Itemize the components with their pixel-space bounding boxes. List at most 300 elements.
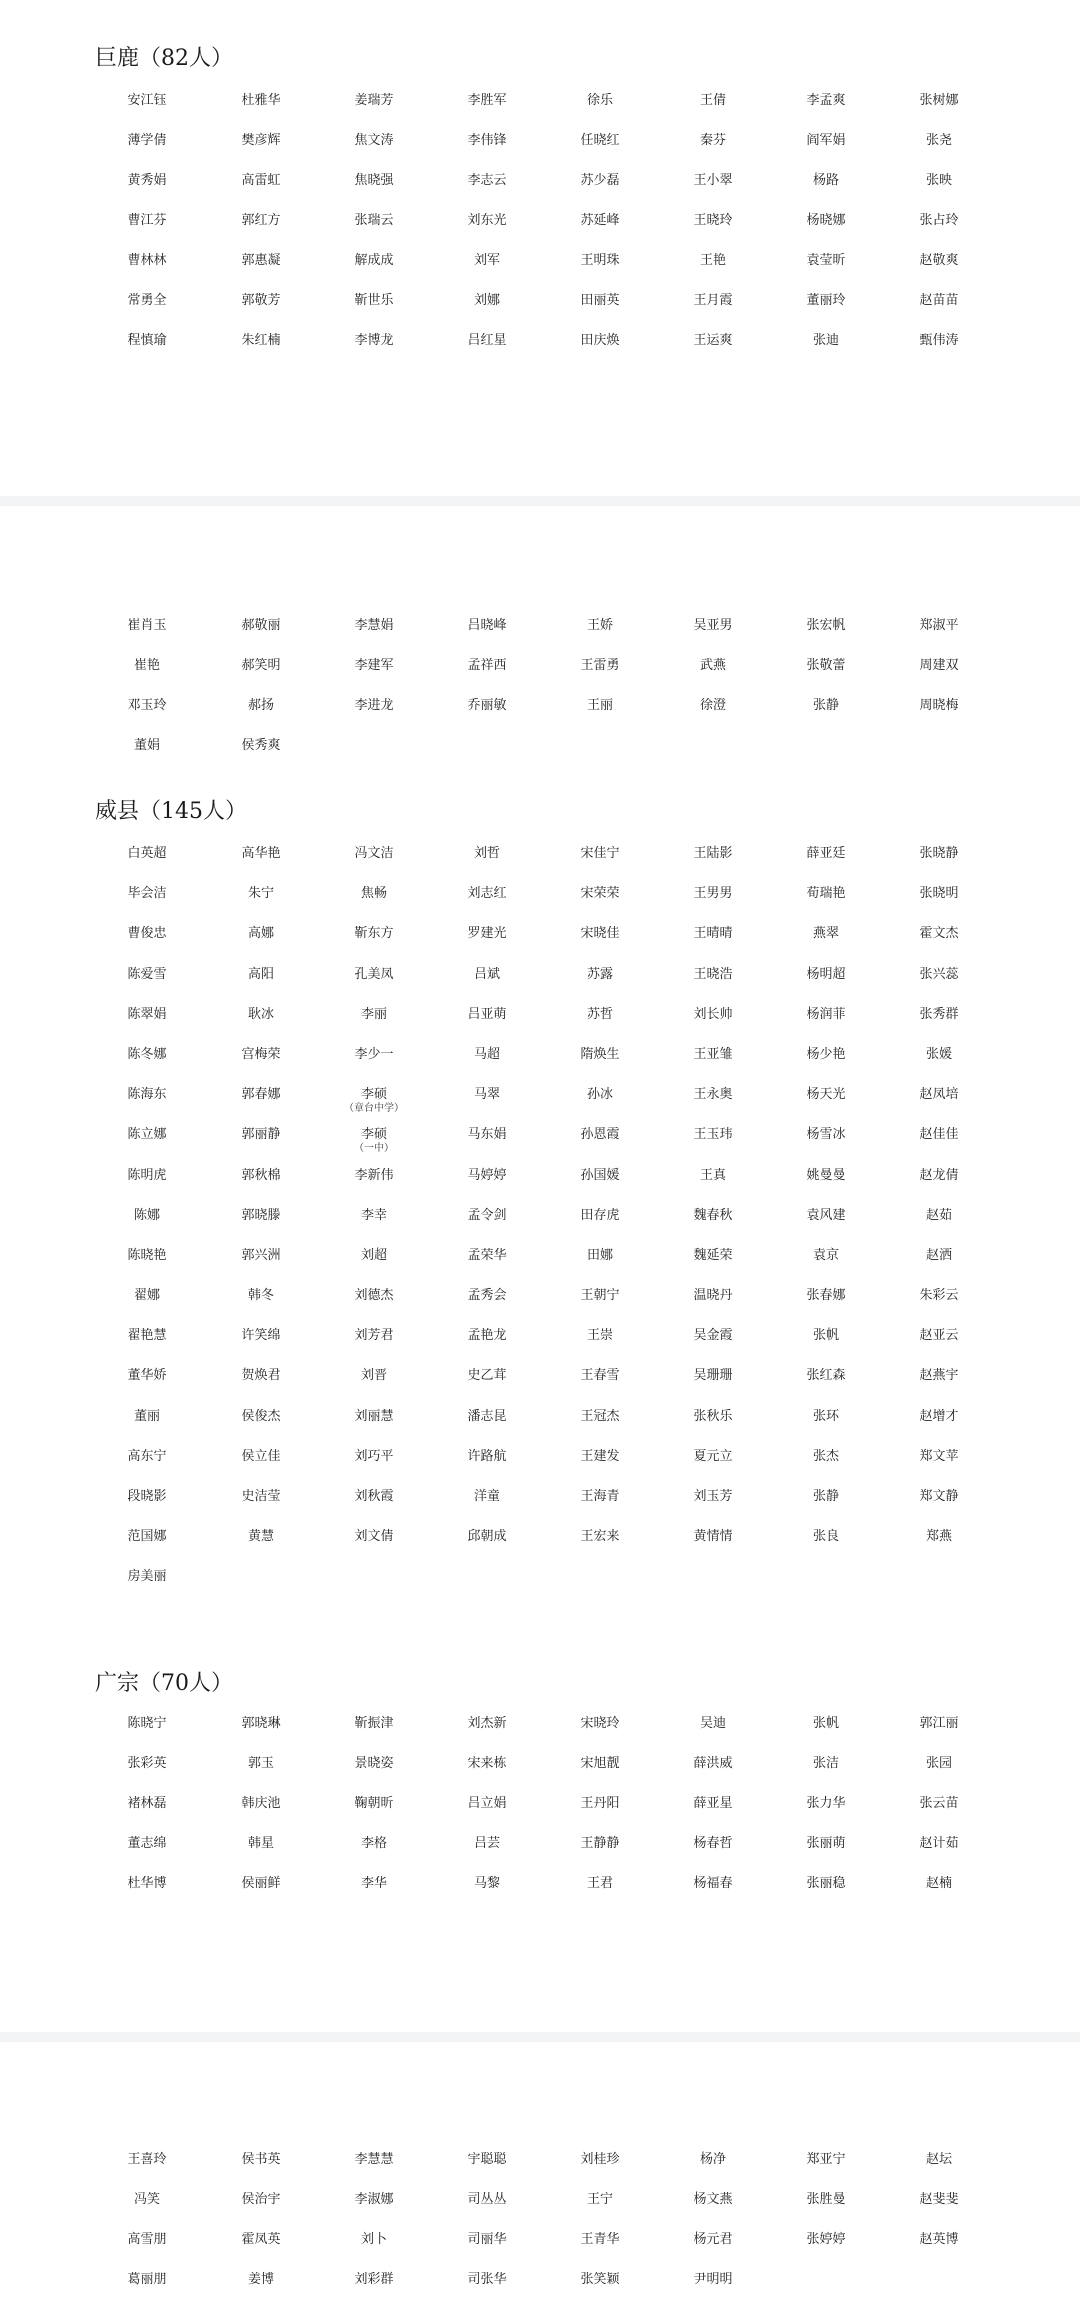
member-name: 李志云 xyxy=(467,173,507,188)
member-name: 张丽萌 xyxy=(806,1836,846,1851)
member-name-text: 陈立娜 xyxy=(127,1127,167,1143)
member-name: 姜博 xyxy=(247,2272,274,2287)
member-name: 阎军娟 xyxy=(806,133,846,148)
member-name: 王冠杰 xyxy=(580,1408,620,1424)
member-name: 姚曼曼 xyxy=(806,1167,846,1183)
member-name: 刘军 xyxy=(473,253,500,268)
member-name: 刘哲 xyxy=(473,846,500,861)
member-name: 冯文洁 xyxy=(354,846,394,861)
member-name: 吴珊珊 xyxy=(693,1368,733,1384)
member-name: 刘文倩 xyxy=(354,1529,394,1545)
member-name: 史乙茸 xyxy=(467,1368,507,1384)
member-name: 黄情情 xyxy=(693,1529,733,1545)
table-row xyxy=(91,2190,991,2230)
member-name: 田娜 xyxy=(586,1247,613,1263)
member-name: 黄秀娟 xyxy=(127,173,167,188)
member-name-text: 马东娟 xyxy=(467,1127,507,1143)
table-row xyxy=(91,1447,991,1487)
member-name: 赵苗苗 xyxy=(919,293,959,308)
member-name: 赵增才 xyxy=(919,1408,959,1424)
member-name: 赵龙倩 xyxy=(919,1167,959,1183)
member-name: 白英超 xyxy=(127,846,167,861)
member-name: 李博龙 xyxy=(354,333,394,348)
member-name: 张力华 xyxy=(806,1796,846,1811)
member-name: 孟荣华 xyxy=(467,1247,507,1263)
table-row xyxy=(91,1407,991,1447)
member-name: 袁京 xyxy=(812,1247,839,1263)
member-name: 葛丽朋 xyxy=(127,2272,167,2287)
member-name: 张媛 xyxy=(925,1046,952,1062)
member-name: 苏延峰 xyxy=(580,213,620,228)
member-name: 张良 xyxy=(812,1529,839,1545)
name-grid xyxy=(91,616,991,776)
member-name: 韩冬 xyxy=(247,1288,274,1304)
member-name: 董志绵 xyxy=(127,1836,167,1851)
member-name: 郭晓滕 xyxy=(241,1207,281,1223)
member-name: 赵计茹 xyxy=(919,1836,959,1851)
member-name: 孟艳龙 xyxy=(467,1328,507,1344)
member-name: 郝敬丽 xyxy=(241,618,281,633)
member-name: 赵楠 xyxy=(925,1876,952,1891)
member-name: 杨文燕 xyxy=(693,2192,733,2207)
table-row xyxy=(91,2270,991,2310)
section-separator xyxy=(0,496,1080,506)
member-name: 刘超 xyxy=(360,1247,387,1263)
table-row xyxy=(91,616,991,656)
section-title-weixian: 威县（145人） xyxy=(95,799,247,824)
table-row xyxy=(91,844,991,884)
member-name: 郭玉 xyxy=(247,1756,274,1771)
member-name-text: 王永奥 xyxy=(693,1087,733,1103)
member-name: 刘彩群 xyxy=(354,2272,394,2287)
member-name-text: 李硕 xyxy=(360,1087,387,1103)
member-name: 王倩 xyxy=(699,93,726,108)
member-name: 乔丽敏 xyxy=(467,698,507,713)
member-name: 刘丽慧 xyxy=(354,1408,394,1424)
table-row xyxy=(91,696,991,736)
table-row xyxy=(91,1166,991,1206)
member-name: 王宏来 xyxy=(580,1529,620,1545)
member-name xyxy=(883,1085,995,1105)
member-name: 赵敬爽 xyxy=(919,253,959,268)
member-name: 郑淑平 xyxy=(919,618,959,633)
table-row xyxy=(91,171,991,211)
member-name xyxy=(883,1125,995,1145)
member-name: 赵洒 xyxy=(925,1247,952,1263)
member-name: 吕红星 xyxy=(467,333,507,348)
table-row xyxy=(91,1874,991,1914)
member-name: 黄慧 xyxy=(247,1529,274,1545)
member-name xyxy=(544,1125,656,1145)
member-name: 张胜曼 xyxy=(806,2192,846,2207)
member-name: 张静 xyxy=(812,698,839,713)
member-name: 王晓浩 xyxy=(693,966,733,982)
member-name: 王运爽 xyxy=(693,333,733,348)
member-name: 孟令剑 xyxy=(467,1207,507,1223)
member-name: 刘桂珍 xyxy=(580,2152,620,2167)
member-name: 焦畅 xyxy=(360,886,387,902)
member-name: 刘巧平 xyxy=(354,1448,394,1464)
member-name: 杨少艳 xyxy=(806,1046,846,1062)
member-name: 焦晓强 xyxy=(354,173,394,188)
member-name: 陈翠娟 xyxy=(127,1006,167,1022)
member-name: 崔艳 xyxy=(133,658,160,673)
member-name: 郑亚宁 xyxy=(806,2152,846,2167)
member-name xyxy=(318,1085,430,1114)
member-name: 夏元立 xyxy=(693,1448,733,1464)
member-name: 张晓静 xyxy=(919,846,959,861)
member-name: 宋晓玲 xyxy=(580,1716,620,1731)
member-name: 张静 xyxy=(812,1489,839,1504)
member-school-note: （一中） xyxy=(354,1143,394,1155)
member-name: 解成成 xyxy=(354,253,394,268)
member-name: 霍文杰 xyxy=(919,926,959,942)
member-name: 孙国媛 xyxy=(580,1167,620,1183)
member-name: 薛洪威 xyxy=(693,1756,733,1771)
member-name: 王宁 xyxy=(586,2192,613,2207)
member-name: 董丽 xyxy=(133,1408,160,1424)
table-row xyxy=(91,1085,991,1125)
member-name: 李进龙 xyxy=(354,698,394,713)
member-name: 翟艳慧 xyxy=(127,1328,167,1344)
table-row xyxy=(91,331,991,371)
member-name: 马黎 xyxy=(473,1876,500,1891)
member-name: 邓玉玲 xyxy=(127,698,167,713)
member-name: 李建军 xyxy=(354,658,394,673)
member-name: 郑文苹 xyxy=(919,1448,959,1464)
member-name xyxy=(91,1085,203,1105)
table-row xyxy=(91,1794,991,1834)
member-name: 张春娜 xyxy=(806,1288,846,1304)
member-name: 刘玉芳 xyxy=(693,1489,733,1504)
table-row xyxy=(91,251,991,291)
member-name: 安江钰 xyxy=(127,93,167,108)
member-name: 张杰 xyxy=(812,1448,839,1464)
member-name: 侯丽鲜 xyxy=(241,1876,281,1891)
name-grid xyxy=(91,844,991,1608)
member-name: 高娜 xyxy=(247,926,274,942)
member-name xyxy=(770,1125,882,1145)
member-name: 王晴晴 xyxy=(693,926,733,942)
member-name-text: 赵凤培 xyxy=(919,1087,959,1103)
member-name: 高雷虹 xyxy=(241,173,281,188)
member-name: 宋来栋 xyxy=(467,1756,507,1771)
member-name-text: 杨天光 xyxy=(806,1087,846,1103)
member-name: 王朝宁 xyxy=(580,1288,620,1304)
member-name xyxy=(657,1085,769,1105)
member-name: 李幸 xyxy=(360,1207,387,1223)
table-row xyxy=(91,1714,991,1754)
member-name: 张婷婷 xyxy=(806,2232,846,2247)
member-name: 李淑娜 xyxy=(354,2192,394,2207)
member-name: 吕斌 xyxy=(473,966,500,982)
section-separator xyxy=(0,2032,1080,2042)
member-name: 王真 xyxy=(699,1167,726,1183)
member-name: 李慧娟 xyxy=(354,618,394,633)
member-name xyxy=(431,1125,543,1145)
table-row xyxy=(91,91,991,131)
member-name xyxy=(205,1125,317,1145)
member-name: 甄伟涛 xyxy=(919,333,959,348)
member-name: 张尧 xyxy=(925,133,952,148)
member-name: 薛亚星 xyxy=(693,1796,733,1811)
member-name: 王崇 xyxy=(586,1328,613,1344)
member-name-text: 孙恩霞 xyxy=(580,1127,620,1143)
member-name: 郭秋棉 xyxy=(241,1167,281,1183)
member-name: 张洁 xyxy=(812,1756,839,1771)
member-name: 尹明明 xyxy=(693,2272,733,2287)
member-name: 袁莹昕 xyxy=(806,253,846,268)
member-name: 杨元君 xyxy=(693,2232,733,2247)
table-row xyxy=(91,736,991,776)
member-name: 王青华 xyxy=(580,2232,620,2247)
member-name: 王雷勇 xyxy=(580,658,620,673)
member-name: 王陆影 xyxy=(693,846,733,861)
member-name: 高阳 xyxy=(247,966,274,982)
member-name: 侯书英 xyxy=(241,2152,281,2167)
member-name: 洋童 xyxy=(473,1489,500,1504)
member-name: 徐乐 xyxy=(586,93,613,108)
member-name: 霍凤英 xyxy=(241,2232,281,2247)
member-name: 郭晓琳 xyxy=(241,1716,281,1731)
table-row xyxy=(91,1754,991,1794)
member-name: 张帆 xyxy=(812,1716,839,1731)
member-name: 靳振津 xyxy=(354,1716,394,1731)
member-name: 赵坛 xyxy=(925,2152,952,2167)
member-name: 张帆 xyxy=(812,1328,839,1344)
member-name xyxy=(91,1125,203,1145)
member-name: 孟秀会 xyxy=(467,1288,507,1304)
member-name: 王晓玲 xyxy=(693,213,733,228)
member-name: 陈晓宁 xyxy=(127,1716,167,1731)
member-name-text: 郭丽静 xyxy=(241,1127,281,1143)
table-row xyxy=(91,1527,991,1567)
member-name: 刘长帅 xyxy=(693,1006,733,1022)
member-name: 郭江丽 xyxy=(919,1716,959,1731)
member-name: 侯俊杰 xyxy=(241,1408,281,1424)
member-name: 李胜军 xyxy=(467,93,507,108)
member-name: 刘志红 xyxy=(467,886,507,902)
member-name: 吴金霞 xyxy=(693,1328,733,1344)
table-row xyxy=(91,1326,991,1366)
member-name: 吕芸 xyxy=(473,1836,500,1851)
member-name: 李新伟 xyxy=(354,1167,394,1183)
member-name: 张秀群 xyxy=(919,1006,959,1022)
member-name: 韩庆池 xyxy=(241,1796,281,1811)
member-name: 焦文涛 xyxy=(354,133,394,148)
member-name: 徐澄 xyxy=(699,698,726,713)
member-name: 褚林磊 xyxy=(127,1796,167,1811)
member-name: 田存虎 xyxy=(580,1207,620,1223)
member-name: 李少一 xyxy=(354,1046,394,1062)
member-name: 刘德杰 xyxy=(354,1288,394,1304)
member-name: 郑文静 xyxy=(919,1489,959,1504)
member-name: 郝扬 xyxy=(247,698,274,713)
member-name: 刘芳君 xyxy=(354,1328,394,1344)
member-name: 张彩英 xyxy=(127,1756,167,1771)
member-name: 靳世乐 xyxy=(354,293,394,308)
member-name: 马婷婷 xyxy=(467,1167,507,1183)
member-name: 张敬蕾 xyxy=(806,658,846,673)
member-name xyxy=(318,1125,430,1154)
member-name: 李慧慧 xyxy=(354,2152,394,2167)
member-name: 王明珠 xyxy=(580,253,620,268)
member-name: 王丹阳 xyxy=(580,1796,620,1811)
table-row xyxy=(91,1125,991,1165)
table-row xyxy=(91,656,991,696)
member-name: 史洁莹 xyxy=(241,1489,281,1504)
table-row xyxy=(91,884,991,924)
table-row xyxy=(91,1487,991,1527)
member-name-text: 赵佳佳 xyxy=(919,1127,959,1143)
member-name: 郭红方 xyxy=(241,213,281,228)
member-name: 张云苗 xyxy=(919,1796,959,1811)
member-name: 隋焕生 xyxy=(580,1046,620,1062)
member-name-text: 马翠 xyxy=(473,1087,500,1103)
member-name: 孔美凤 xyxy=(354,966,394,982)
member-name: 杨福春 xyxy=(693,1876,733,1891)
member-name: 王月霞 xyxy=(693,293,733,308)
member-name: 温晓丹 xyxy=(693,1288,733,1304)
member-name: 郭惠凝 xyxy=(241,253,281,268)
member-name: 宋佳宁 xyxy=(580,846,620,861)
section-title-julu: 巨鹿（82人） xyxy=(95,46,233,71)
member-name-text: 陈海东 xyxy=(127,1087,167,1103)
table-row xyxy=(91,965,991,1005)
member-name: 杨明超 xyxy=(806,966,846,982)
member-name: 袁风建 xyxy=(806,1207,846,1223)
member-name: 陈晓艳 xyxy=(127,1247,167,1263)
section-title-guangzong: 广宗（70人） xyxy=(95,1671,233,1696)
member-name: 杨净 xyxy=(699,2152,726,2167)
member-name: 张映 xyxy=(925,173,952,188)
table-row xyxy=(91,1286,991,1326)
member-name: 刘晋 xyxy=(360,1368,387,1384)
member-name: 周建双 xyxy=(919,658,959,673)
member-name: 贺焕君 xyxy=(241,1368,281,1384)
member-name: 王艳 xyxy=(699,253,726,268)
member-name: 张晓明 xyxy=(919,886,959,902)
member-name: 翟娜 xyxy=(133,1288,160,1304)
member-name: 宋荣荣 xyxy=(580,886,620,902)
member-name: 王喜玲 xyxy=(127,2152,167,2167)
member-name: 王亚雏 xyxy=(693,1046,733,1062)
member-name: 赵茹 xyxy=(925,1207,952,1223)
member-name: 杨晓娜 xyxy=(806,213,846,228)
member-name: 董华娇 xyxy=(127,1368,167,1384)
member-name: 潘志昆 xyxy=(467,1408,507,1424)
member-name: 张宏帆 xyxy=(806,618,846,633)
member-name xyxy=(770,1085,882,1105)
member-name: 杜雅华 xyxy=(241,93,281,108)
member-name: 陈冬娜 xyxy=(127,1046,167,1062)
member-name: 王小翠 xyxy=(693,173,733,188)
member-name: 王静静 xyxy=(580,1836,620,1851)
member-name: 杨路 xyxy=(812,173,839,188)
member-name: 郭兴洲 xyxy=(241,1247,281,1263)
member-name: 罗建光 xyxy=(467,926,507,942)
member-name: 李伟锋 xyxy=(467,133,507,148)
member-name-text: 孙冰 xyxy=(586,1087,613,1103)
member-name: 刘秋霞 xyxy=(354,1489,394,1504)
member-name: 张丽稳 xyxy=(806,1876,846,1891)
member-name: 程慎瑜 xyxy=(127,333,167,348)
member-name: 景晓姿 xyxy=(354,1756,394,1771)
member-name: 高雪朋 xyxy=(127,2232,167,2247)
table-row xyxy=(91,1045,991,1085)
member-name: 吴亚男 xyxy=(693,618,733,633)
member-name: 魏春秋 xyxy=(693,1207,733,1223)
member-name: 司丽华 xyxy=(467,2232,507,2247)
member-name: 张树娜 xyxy=(919,93,959,108)
member-name: 刘杰新 xyxy=(467,1716,507,1731)
member-name: 冯笑 xyxy=(133,2192,160,2207)
member-name: 樊彦辉 xyxy=(241,133,281,148)
member-name: 苏露 xyxy=(586,966,613,982)
member-name: 韩星 xyxy=(247,1836,274,1851)
member-name: 宋晓佳 xyxy=(580,926,620,942)
member-name: 郝笑明 xyxy=(241,658,281,673)
member-name: 刘东光 xyxy=(467,213,507,228)
member-name: 任晓红 xyxy=(580,133,620,148)
member-name xyxy=(431,1085,543,1105)
member-name: 邱朝成 xyxy=(467,1529,507,1545)
member-name: 曹林林 xyxy=(127,253,167,268)
member-name: 毕会洁 xyxy=(127,886,167,902)
member-name: 许笑绵 xyxy=(241,1328,281,1344)
member-name: 张迪 xyxy=(812,333,839,348)
member-name: 王海青 xyxy=(580,1489,620,1504)
member-name: 张笑颖 xyxy=(580,2272,620,2287)
member-name: 吕晓峰 xyxy=(467,618,507,633)
member-name: 马超 xyxy=(473,1046,500,1062)
member-name: 范国娜 xyxy=(127,1529,167,1545)
member-name: 侯秀爽 xyxy=(241,738,281,753)
name-grid xyxy=(91,1714,991,1914)
member-name: 王君 xyxy=(586,1876,613,1891)
member-name: 李格 xyxy=(360,1836,387,1851)
member-name: 苏少磊 xyxy=(580,173,620,188)
member-name: 曹俊忠 xyxy=(127,926,167,942)
member-name: 宋旭靓 xyxy=(580,1756,620,1771)
member-name: 杨春哲 xyxy=(693,1836,733,1851)
member-name: 董丽玲 xyxy=(806,293,846,308)
member-name: 荀瑞艳 xyxy=(806,886,846,902)
table-row xyxy=(91,924,991,964)
member-name: 赵亚云 xyxy=(919,1328,959,1344)
member-name-text: 李硕 xyxy=(360,1127,387,1143)
member-name: 许路航 xyxy=(467,1448,507,1464)
member-name: 田庆焕 xyxy=(580,333,620,348)
member-name: 高东宁 xyxy=(127,1448,167,1464)
member-name: 朱彩云 xyxy=(919,1288,959,1304)
member-name: 常勇全 xyxy=(127,293,167,308)
member-name: 宫梅荣 xyxy=(241,1046,281,1062)
member-name: 宇聪聪 xyxy=(467,2152,507,2167)
member-name: 李华 xyxy=(360,1876,387,1891)
member-name-text: 杨雪冰 xyxy=(806,1127,846,1143)
table-row xyxy=(91,2230,991,2270)
member-name: 陈明虎 xyxy=(127,1167,167,1183)
member-name: 崔肖玉 xyxy=(127,618,167,633)
member-name: 耿冰 xyxy=(247,1006,274,1022)
member-name: 房美丽 xyxy=(127,1569,167,1585)
member-name: 杨润菲 xyxy=(806,1006,846,1022)
member-name: 薛亚廷 xyxy=(806,846,846,861)
member-name: 高华艳 xyxy=(241,846,281,861)
member-name: 吴迪 xyxy=(699,1716,726,1731)
member-name: 靳东方 xyxy=(354,926,394,942)
